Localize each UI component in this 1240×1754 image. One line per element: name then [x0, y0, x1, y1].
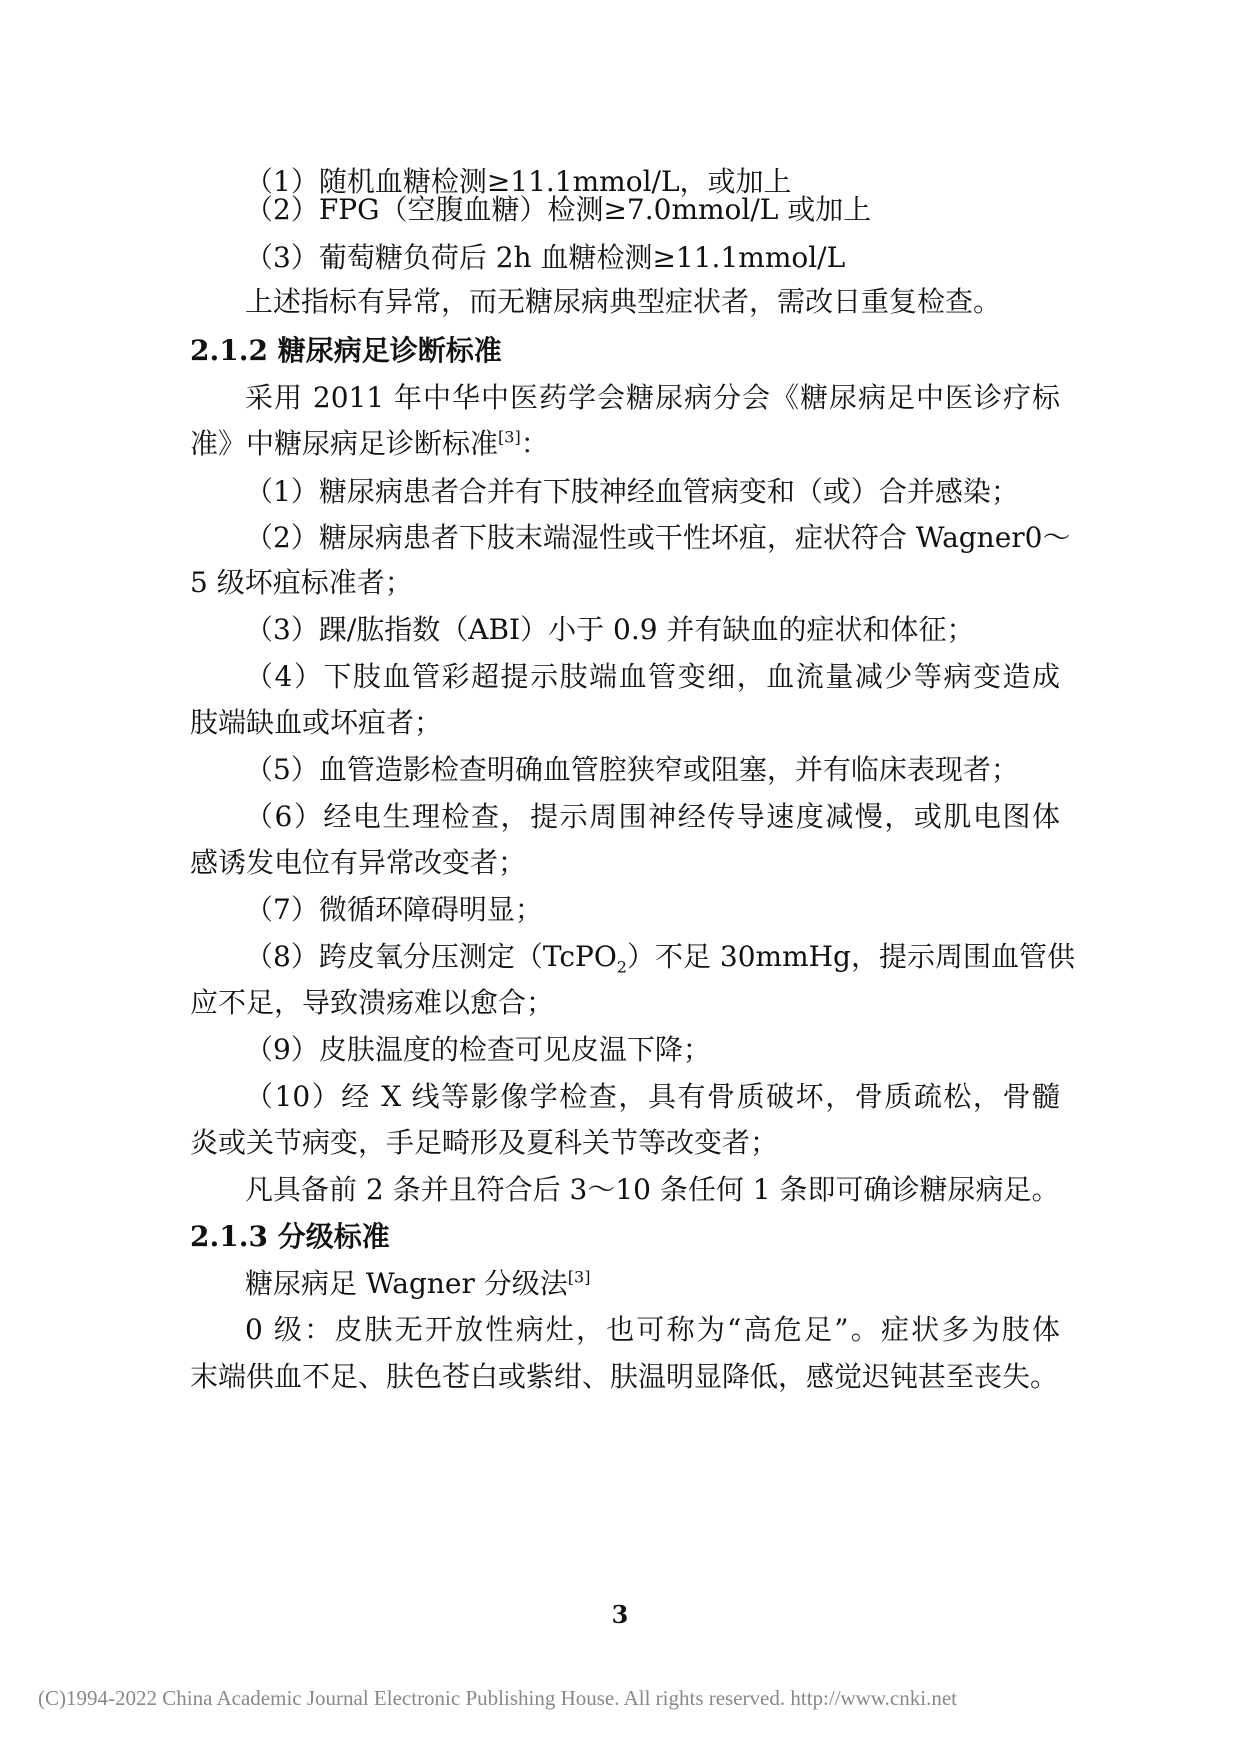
page-number: 3 — [611, 1600, 629, 1629]
diagnosis-item-8-text: （8）跨皮氧分压测定（TcPO — [245, 940, 617, 973]
diagnosis-item-9: （9）皮肤温度的检查可见皮温下降； — [245, 1033, 711, 1066]
grade-0-line-2: 末端供血不足、肤色苍白或紫绀、肤温明显降低，感觉迟钝甚至丧失。 — [190, 1360, 1059, 1393]
diagnosis-item-8-text-end: ）不足 30mmHg，提示周围血管供 — [626, 940, 1075, 973]
diagnosis-item-4-line-2: 肢端缺血或坏疽者； — [190, 706, 443, 739]
criterion-line-2: （2）FPG（空腹血糖）检测≥7.0mmol/L 或加上 — [245, 193, 872, 226]
diagnosis-item-8-line-2: 应不足，导致溃疡难以愈合； — [190, 986, 555, 1019]
diagnosis-item-10-line-1: （10）经 X 线等影像学检查，具有骨质破坏，骨质疏松，骨髓 — [245, 1080, 1060, 1113]
subscript-2: 2 — [616, 957, 627, 977]
citation-ref: [3] — [498, 427, 521, 447]
copyright-footer: (C)1994-2022 China Academic Journal Electronic Publishing House. All rights reserved. http://www.cnki.net — [38, 1686, 957, 1710]
paragraph-standard-text: 准》中糖尿病足诊断标准 — [190, 427, 499, 460]
diagnosis-item-6-line-2: 感诱发电位有异常改变者； — [190, 846, 527, 879]
diagnosis-item-5: （5）血管造影检查明确血管腔狭窄或阻塞，并有临床表现者； — [245, 753, 1019, 786]
diagnosis-item-8-line-1 — [245, 937, 1075, 977]
section-heading-2-1-3: 2.1.3 分级标准 — [190, 1220, 390, 1253]
paragraph-standard-line-2 — [190, 424, 1060, 464]
diagnosis-item-1: （1）糖尿病患者合并有下肢神经血管病变和（或）合并感染； — [245, 475, 1019, 508]
diagnosis-item-4-line-1: （4）下肢血管彩超提示肢端血管变细，血流量减少等病变造成 — [245, 660, 1060, 693]
diagnosis-item-7: （7）微循环障碍明显； — [245, 893, 543, 926]
section-heading-2-1-2: 2.1.2 糖尿病足诊断标准 — [190, 334, 502, 367]
diagnosis-item-6-line-1: （6）经电生理检查，提示周围神经传导速度减慢，或肌电图体 — [245, 800, 1060, 833]
diagnosis-summary: 凡具备前 2 条并且符合后 3～10 条任何 1 条即可确诊糖尿病足。 — [245, 1173, 1060, 1206]
diagnosis-item-3: （3）踝/肱指数（ABI）小于 0.9 并有缺血的症状和体征； — [245, 613, 975, 646]
diagnosis-item-2-line-1: （2）糖尿病患者下肢末端湿性或干性坏疽，症状符合 Wagner0～ — [245, 521, 1071, 554]
recheck-note: 上述指标有异常，而无糖尿病典型症状者，需改日重复检查。 — [245, 285, 1002, 318]
criterion-line-1: （1）随机血糖检测≥11.1mmol/L，或加上 — [245, 165, 792, 198]
wagner-title-text: 糖尿病足 Wagner 分级法 — [245, 1267, 568, 1300]
wagner-title — [245, 1264, 1060, 1304]
citation-ref: [3] — [567, 1267, 591, 1287]
diagnosis-item-10-line-2: 炎或关节病变，手足畸形及夏科关节等改变者； — [190, 1126, 779, 1159]
paragraph-standard-colon: ： — [520, 427, 549, 460]
diagnosis-item-2-line-2: 5 级坏疽标准者； — [190, 566, 413, 599]
criterion-line-3: （3）葡萄糖负荷后 2h 血糖检测≥11.1mmol/L — [245, 241, 846, 274]
grade-0-line-1: 0 级：皮肤无开放性病灶，也可称为“高危足”。症状多为肢体 — [245, 1313, 1060, 1346]
paragraph-standard-line-1: 采用 2011 年中华中医药学会糖尿病分会《糖尿病足中医诊疗标 — [245, 381, 1060, 414]
